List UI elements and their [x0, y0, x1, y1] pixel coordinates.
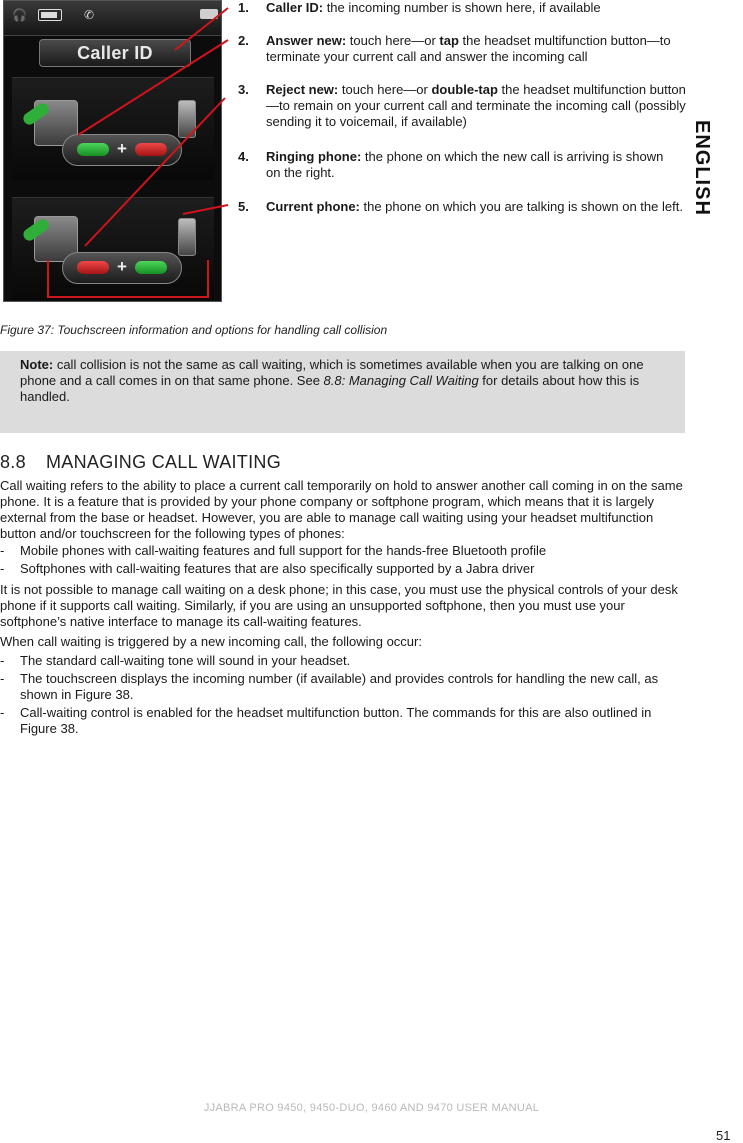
signal-icon — [200, 8, 218, 22]
section-heading: 8.8 MANAGING CALL WAITING — [0, 452, 281, 472]
callout-item-ringing-phone: Ringing phone: the phone on which the new call is arriving is shown on the right. — [266, 149, 664, 180]
trigger-paragraph: When call waiting is triggered by a new incoming call, the following occur: — [0, 634, 422, 649]
item-number: 2. — [238, 33, 249, 48]
page-footer: JJABRA PRO 9450, 9450-DUO, 9460 AND 9470 USER MANUAL — [203, 1102, 540, 1114]
cross-reference-link[interactable]: 8.8: Managing Call Waiting — [323, 373, 479, 388]
callout-item-caller-id: Caller ID: the incoming number is shown here, if available — [266, 0, 601, 15]
touchscreen-figure — [3, 0, 222, 302]
note-text: Note: call collision is not the same as call waiting, which is sometimes available when you are talking on one phone and a call comes in on that same phone. See 8.8: Managing Call Waiting for details about how this is handled. — [20, 357, 644, 404]
callout-item-answer-new: Answer new: touch here—or tap the headset multifunction button—to terminate your current call and answer the incoming call — [266, 33, 671, 64]
callout-item-current-phone: Current phone: the phone on which you are talking is shown on the left. — [266, 199, 683, 214]
figure-caption: Figure 37: Touchscreen information and options for handling call collision — [0, 323, 388, 337]
answer-new-button[interactable] — [77, 143, 109, 156]
language-tab: ENGLISH — [691, 120, 713, 216]
call-control-pill — [62, 134, 182, 166]
mobile-phone-icon — [178, 218, 196, 256]
reject-new-button[interactable] — [77, 261, 109, 274]
call-control-pill — [62, 252, 182, 284]
item-number: 3. — [238, 82, 249, 97]
list-item: - Mobile phones with call-waiting features and full support for the hands-free Bluetooth profile — [0, 543, 547, 558]
caller-id-display[interactable]: Caller ID — [39, 39, 191, 67]
mobile-phone-icon — [178, 100, 196, 138]
list-item: - The standard call-waiting tone will sound in your headset. — [0, 653, 351, 668]
status-bar — [4, 1, 221, 36]
headset-icon: 🎧 — [12, 8, 27, 22]
item-number: 5. — [238, 199, 249, 214]
phone-icon: ✆ — [84, 8, 95, 22]
answer-new-panel — [12, 77, 214, 180]
battery-icon — [38, 8, 62, 22]
intro-paragraph: Call waiting refers to the ability to place a current call temporarily on hold to answer another call coming in on the same phone. It is a feature that is provided by your phone company or softphone program, which means that it is largely external from the base or headset. However, you are able to manage call waiting using your headset multifunction button and/or touchscreen for the following types of phones: — [0, 478, 683, 541]
reject-current-button[interactable] — [135, 143, 167, 156]
page-number: 51 — [716, 1128, 731, 1143]
item-number: 1. — [238, 0, 249, 15]
item-number: 4. — [238, 149, 249, 164]
answer-button[interactable] — [135, 261, 167, 274]
plus-icon: + — [117, 257, 127, 276]
list-item: - Softphones with call-waiting features that are also specifically supported by a Jabra driver — [0, 561, 535, 576]
list-item: - The touchscreen displays the incoming number (if available) and provides controls for handling the new call, as shown in Figure 38. — [0, 671, 659, 702]
reject-new-panel — [12, 197, 214, 300]
list-item: - Call-waiting control is enabled for the headset multifunction button. The commands for this are also outlined in Figure 38. — [0, 705, 652, 736]
plus-icon: + — [117, 139, 127, 158]
desk-phone-paragraph: It is not possible to manage call waiting on a desk phone; in this case, you must use the physical controls of your desk phone if it supports call waiting. Similarly, if you are using an unsupported softphone, then you must use your softphone’s native interface to manage its call-waiting features. — [0, 582, 678, 629]
callout-item-reject-new: Reject new: touch here—or double-tap the headset multifunction button—to remain on your current call and terminate the incoming call (possibly sending it to voicemail, if available) — [266, 82, 686, 129]
